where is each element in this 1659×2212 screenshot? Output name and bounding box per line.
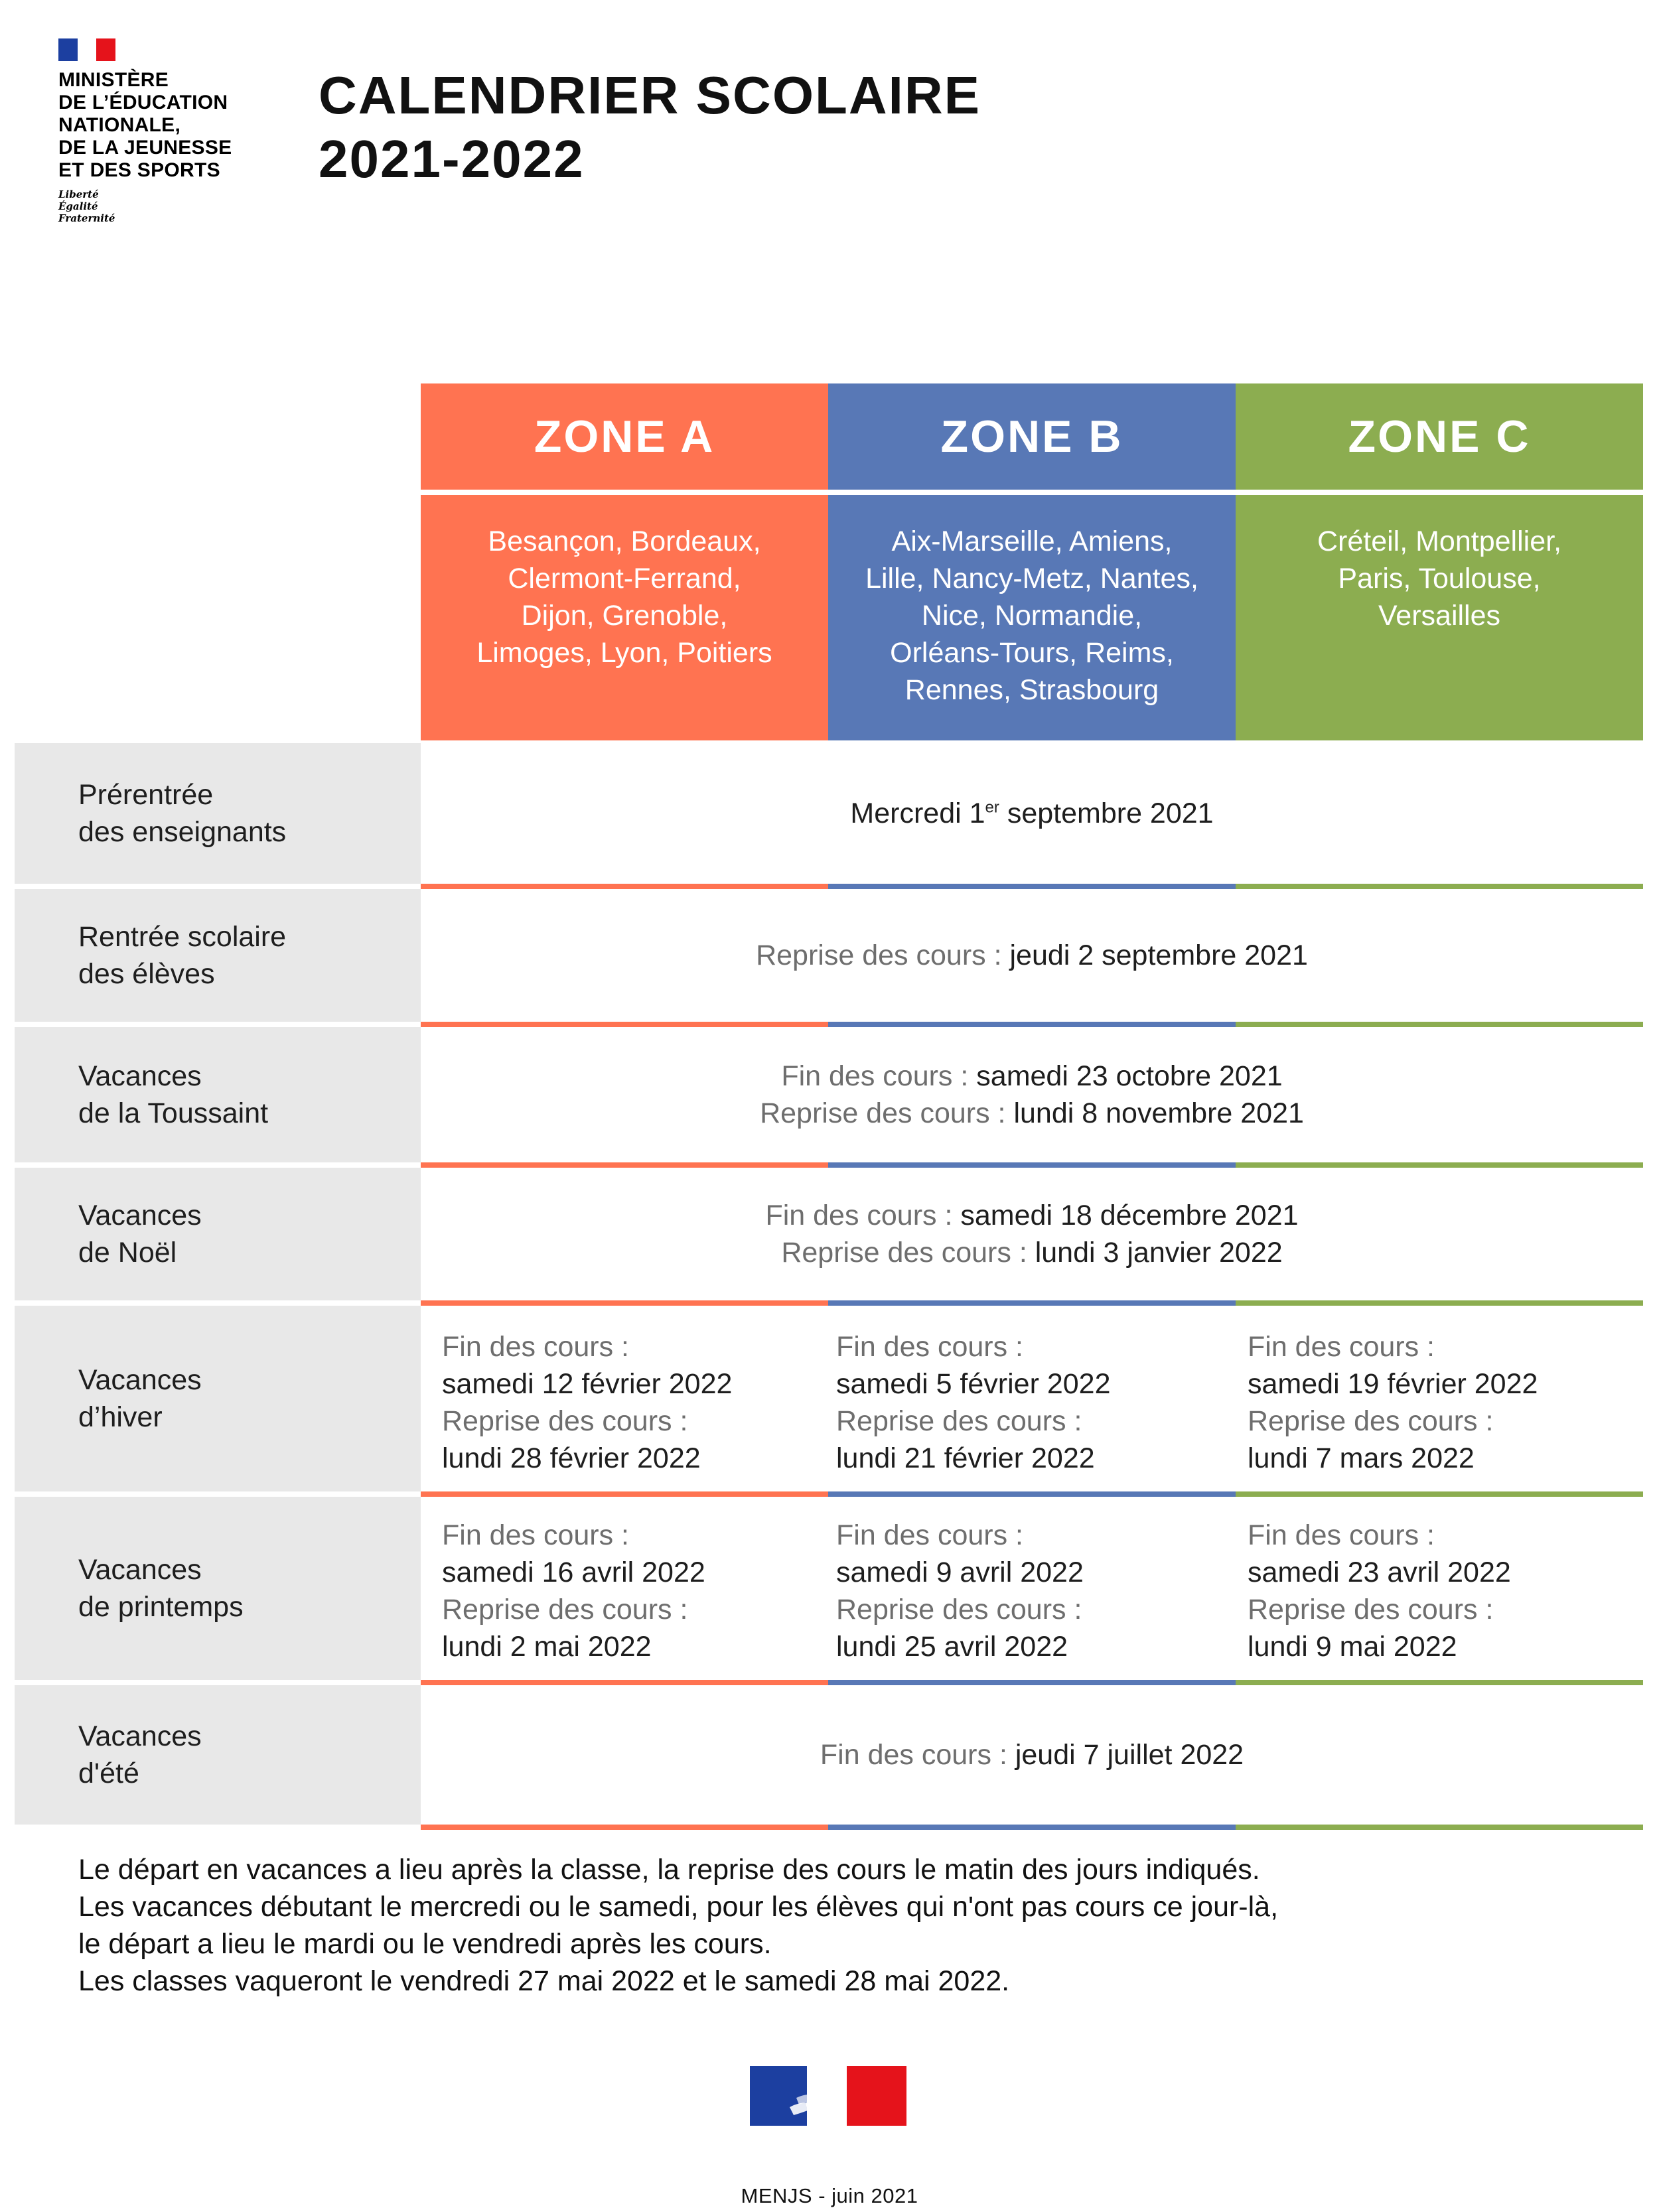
zone-c-divider (1236, 1300, 1643, 1306)
zone-b-divider (828, 1680, 1236, 1685)
zone-c-divider (1236, 1022, 1643, 1027)
zone-a-divider (421, 1491, 828, 1497)
footnotes: Le départ en vacances a lieu après la classe, la reprise des cours le matin des jours indiqués. Les vacances débutant le mercredi ou le samedi, pour les élèves qui n'ont pas cours ce jour-là, le départ a lieu le mardi ou le vendredi après les cours. Les classes vaqueront le vendredi 27 mai 2022 et le samedi 28 mai 2022. (78, 1854, 1279, 1997)
footer-credit: MENJS - juin 2021 (741, 2184, 918, 2207)
zone-b-cities: Aix-Marseille, Amiens, Lille, Nancy-Metz, Nantes, Nice, Normandie, Orléans-Tours, Reims, Rennes, Strasbourg (828, 495, 1236, 740)
ministry-name: MINISTÈRE DE L’ÉDUCATION NATIONALE, DE LA JEUNESSE ET DES SPORTS (58, 69, 232, 181)
zone-b-divider (828, 1162, 1236, 1168)
zone-b-divider (828, 1022, 1236, 1027)
republic-motto: Liberté Égalité Fraternité (58, 188, 115, 224)
zone-c-header: ZONE C (1236, 383, 1643, 490)
zone-c-divider (1236, 1162, 1643, 1168)
row-content-prerentree: Mercredi 1er septembre 2021 (850, 797, 1214, 829)
row-label-prerentree: Prérentrée des enseignants (15, 743, 421, 884)
zone-a-divider (421, 1022, 828, 1027)
row-label-rentree: Rentrée scolaire des élèves (15, 889, 421, 1022)
zone-a-cities: Besançon, Bordeaux, Clermont-Ferrand, Dijon, Grenoble, Limoges, Lyon, Poitiers (421, 495, 828, 740)
row-label-noel: Vacances de Noël (15, 1168, 421, 1300)
printemps-zone-a-dates: Fin des cours : samedi 16 avril 2022 Reprise des cours : lundi 2 mai 2022 (442, 1519, 705, 1663)
zone-a-divider (421, 1680, 828, 1685)
zone-b-divider (828, 1300, 1236, 1306)
page-title: CALENDRIER SCOLAIRE 2021-2022 (319, 66, 981, 188)
ministry-logo (58, 38, 271, 224)
zone-a-divider (421, 1825, 828, 1830)
zone-c-divider (1236, 1680, 1643, 1685)
zone-c-divider (1236, 1825, 1643, 1830)
row-label-hiver: Vacances d’hiver (15, 1306, 421, 1491)
zone-a-divider (421, 1300, 828, 1306)
row-content-ete: Fin des cours : jeudi 7 juillet 2022 (820, 1739, 1244, 1771)
printemps-zone-b-dates: Fin des cours : samedi 9 avril 2022 Reprise des cours : lundi 25 avril 2022 (836, 1519, 1084, 1663)
zone-b-header: ZONE B (828, 383, 1236, 490)
hiver-zone-b-dates: Fin des cours : samedi 5 février 2022 Reprise des cours : lundi 21 février 2022 (836, 1331, 1111, 1474)
row-label-toussaint: Vacances de la Toussaint (15, 1027, 421, 1162)
row-content-toussaint: Fin des cours : samedi 23 octobre 2021 Reprise des cours : lundi 8 novembre 2021 (760, 1060, 1304, 1129)
hiver-zone-a-dates: Fin des cours : samedi 12 février 2022 Reprise des cours : lundi 28 février 2022 (442, 1331, 733, 1474)
zone-b-divider (828, 884, 1236, 889)
marianne-logo-icon (750, 2066, 906, 2126)
zone-c-cities: Créteil, Montpellier, Paris, Toulouse, Versailles (1236, 495, 1643, 740)
french-flag-icon (58, 38, 115, 61)
zone-c-divider (1236, 884, 1643, 889)
zone-a-divider (421, 884, 828, 889)
printemps-zone-c-dates: Fin des cours : samedi 23 avril 2022 Reprise des cours : lundi 9 mai 2022 (1248, 1519, 1511, 1663)
hiver-zone-c-dates: Fin des cours : samedi 19 février 2022 Reprise des cours : lundi 7 mars 2022 (1248, 1331, 1538, 1474)
row-label-printemps: Vacances de printemps (15, 1497, 421, 1680)
zone-a-header: ZONE A (421, 383, 828, 490)
row-content-noel: Fin des cours : samedi 18 décembre 2021 Reprise des cours : lundi 3 janvier 2022 (765, 1200, 1299, 1269)
zone-c-divider (1236, 1491, 1643, 1497)
row-content-rentree: Reprise des cours : jeudi 2 septembre 2021 (756, 939, 1308, 971)
zone-b-divider (828, 1491, 1236, 1497)
row-label-ete: Vacances d'été (15, 1685, 421, 1825)
zone-a-divider (421, 1162, 828, 1168)
zone-b-divider (828, 1825, 1236, 1830)
